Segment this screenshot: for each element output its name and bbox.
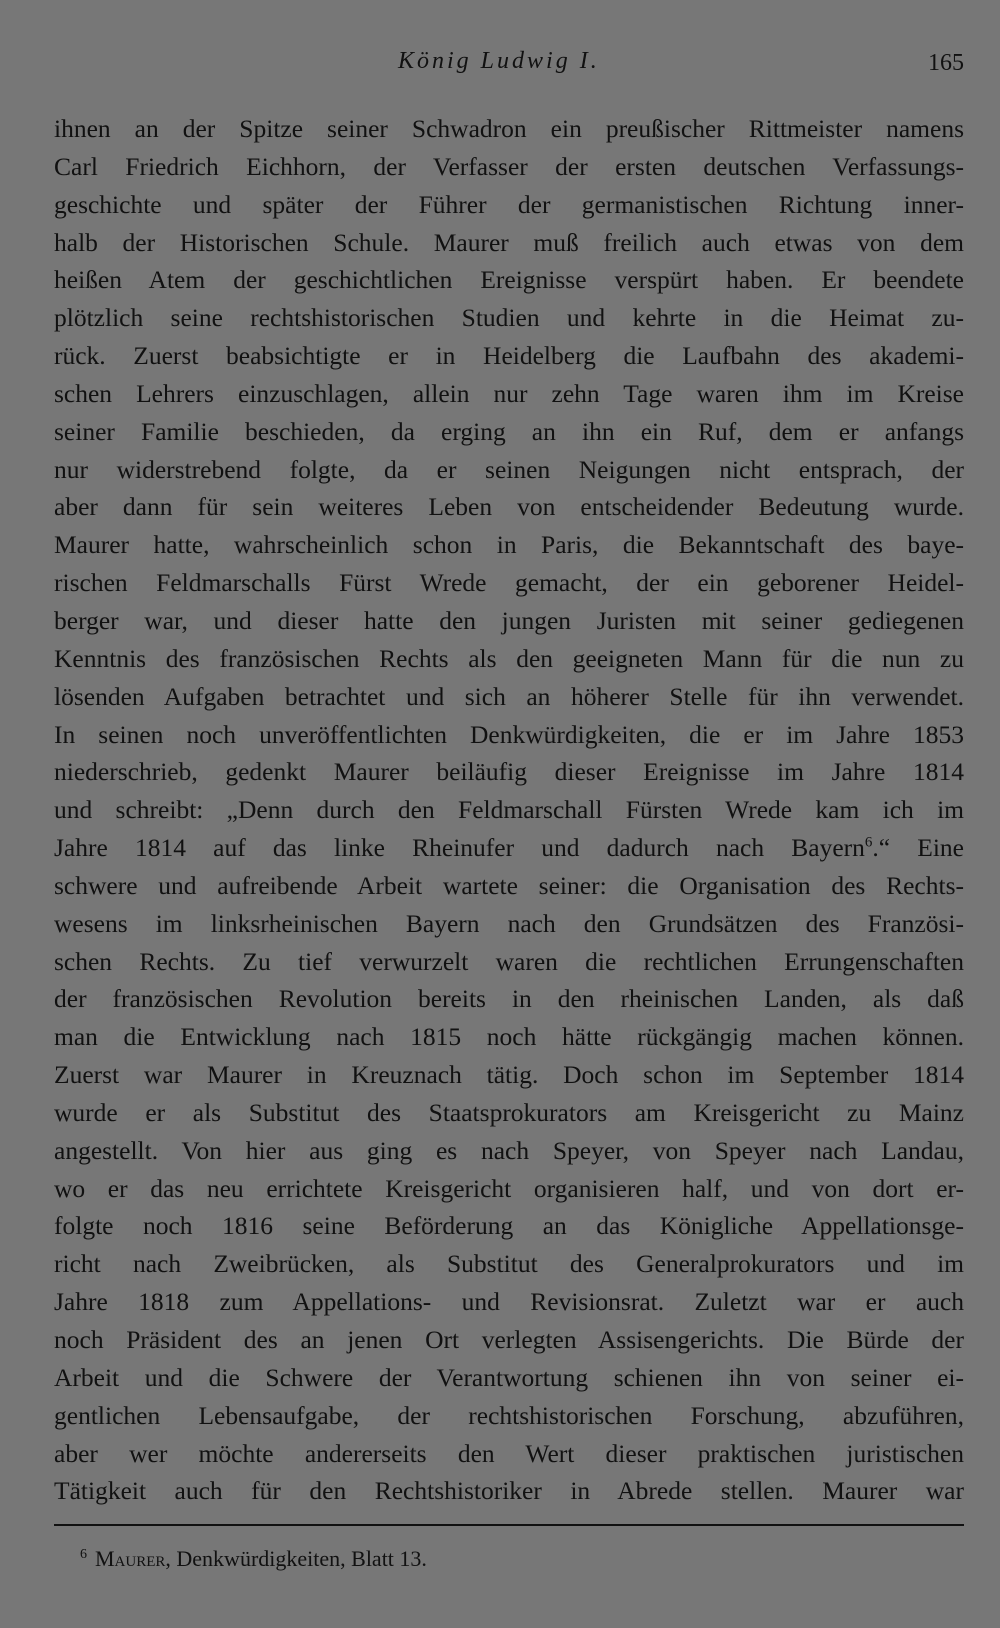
- text-line: Zuerst war Maurer in Kreuznach tätig. Doch schon im September 1814: [54, 1060, 964, 1090]
- text-line: Carl Friedrich Eichhorn, der Verfasser der ersten deutschen Verfassungs-: [54, 151, 964, 181]
- text-line: Maurer hatte, wahrscheinlich schon in Paris, die Bekanntschaft des baye-: [54, 530, 964, 560]
- text-line: gentlichen Lebensaufgabe, der rechtshistorischen Forschung, abzuführen,: [54, 1400, 964, 1430]
- text-line: heißen Atem der geschichtlichen Ereignisse verspürt haben. Er beendete: [54, 265, 964, 295]
- text-line: rück. Zuerst beabsichtigte er in Heidelberg die Laufbahn des akademi-: [54, 341, 964, 371]
- body-text: [54, 110, 964, 1510]
- text-line: nur widerstrebend folgte, da er seinen Neigungen nicht entsprach, der: [54, 454, 964, 484]
- text-line: schen Rechts. Zu tief verwurzelt waren die rechtlichen Errungenschaften: [54, 946, 964, 976]
- text-line: Jahre 1818 zum Appellations- und Revisionsrat. Zuletzt war er auch: [54, 1287, 964, 1317]
- text-line: berger war, und dieser hatte den jungen Juristen mit seiner gediegenen: [54, 605, 964, 635]
- text-line: folgte noch 1816 seine Beförderung an das Königliche Appellationsge-: [54, 1211, 964, 1241]
- text-line: Arbeit und die Schwere der Verantwortung schienen ihn von seiner ei-: [54, 1362, 964, 1392]
- text-line: noch Präsident des an jenen Ort verlegten Assisengerichts. Die Bürde der: [54, 1325, 964, 1354]
- text-line: schwere und aufreibende Arbeit wartete seiner: die Organisation des Rechts-: [54, 870, 964, 900]
- text-line: plötzlich seine rechtshistorischen Studien und kehrte in die Heimat zu-: [54, 303, 964, 333]
- text-line: schen Lehrers einzuschlagen, allein nur zehn Tage waren ihm im Kreise: [54, 378, 964, 408]
- text-line: der französischen Revolution bereits in den rheinischen Landen, als daß: [54, 984, 964, 1014]
- text-line: wesens im linksrheinischen Bayern nach den Grundsätzen des Französi-: [54, 908, 964, 938]
- running-title: König Ludwig I.: [398, 48, 600, 74]
- footnote-reference[interactable]: 6: [864, 834, 873, 851]
- text-line: Kenntnis des französischen Rechts als den geeigneten Mann für die nun zu: [54, 643, 964, 673]
- text-line: seiner Familie beschieden, da erging an ihn ein Ruf, dem er anfangs: [54, 416, 964, 446]
- text-line: aber wer möchte andererseits den Wert dieser praktischen juristischen: [54, 1438, 964, 1468]
- line-text-after-ref: .“ Eine: [872, 833, 964, 863]
- text-line: wo er das neu errichtete Kreisgericht organisieren half, und von dort er-: [54, 1173, 964, 1203]
- text-line: Tätigkeit auch für den Rechtshistoriker in Abrede stellen. Maurer war: [54, 1476, 964, 1506]
- footnote-text: , Denkwürdigkeiten, Blatt 13.: [165, 1546, 427, 1571]
- footnote-author: Maurer: [95, 1546, 166, 1571]
- text-line: halb der Historischen Schule. Maurer muß freilich auch etwas von dem: [54, 227, 964, 257]
- line-text-before-ref: Jahre 1814 auf das linke Rheinufer und dadurch nach Bayern: [54, 833, 865, 863]
- text-line: angestellt. Von hier aus ging es nach Speyer, von Speyer nach Landau,: [54, 1135, 964, 1165]
- text-line: In seinen noch unveröffentlichten Denkwürdigkeiten, die er im Jahre 1853: [54, 719, 964, 749]
- text-line: rischen Feldmarschalls Fürst Wrede gemacht, der ein geborener Heidel-: [54, 568, 964, 598]
- text-line: man die Entwicklung nach 1815 noch hätte rückgängig machen können.: [54, 1022, 964, 1052]
- text-line: und schreibt: „Denn durch den Feldmarschall Fürsten Wrede kam ich im: [54, 795, 964, 825]
- text-line: richt nach Zweibrücken, als Substitut des Generalprokurators und im: [54, 1249, 964, 1279]
- text-line: geschichte und später der Führer der germanistischen Richtung inner-: [54, 189, 964, 219]
- footnote-mark: 6: [80, 1546, 87, 1562]
- page-number: 165: [928, 50, 964, 76]
- text-line: niederschrieb, gedenkt Maurer beiläufig dieser Ereignisse im Jahre 1814: [54, 757, 964, 787]
- text-line: ihnen an der Spitze seiner Schwadron ein preußischer Rittmeister namens: [54, 114, 964, 143]
- footnote-divider: [54, 1524, 964, 1526]
- running-head: [0, 48, 1000, 88]
- text-line: lösenden Aufgaben betrachtet und sich an höherer Stelle für ihn verwendet.: [54, 681, 964, 711]
- text-line: aber dann für sein weiteres Leben von entscheidender Bedeutung wurde.: [54, 492, 964, 522]
- text-line-with-footnote-ref: [54, 829, 964, 867]
- text-line: wurde er als Substitut des Staatsprokurators am Kreisgericht zu Mainz: [54, 1097, 964, 1127]
- footnote: [80, 1546, 427, 1572]
